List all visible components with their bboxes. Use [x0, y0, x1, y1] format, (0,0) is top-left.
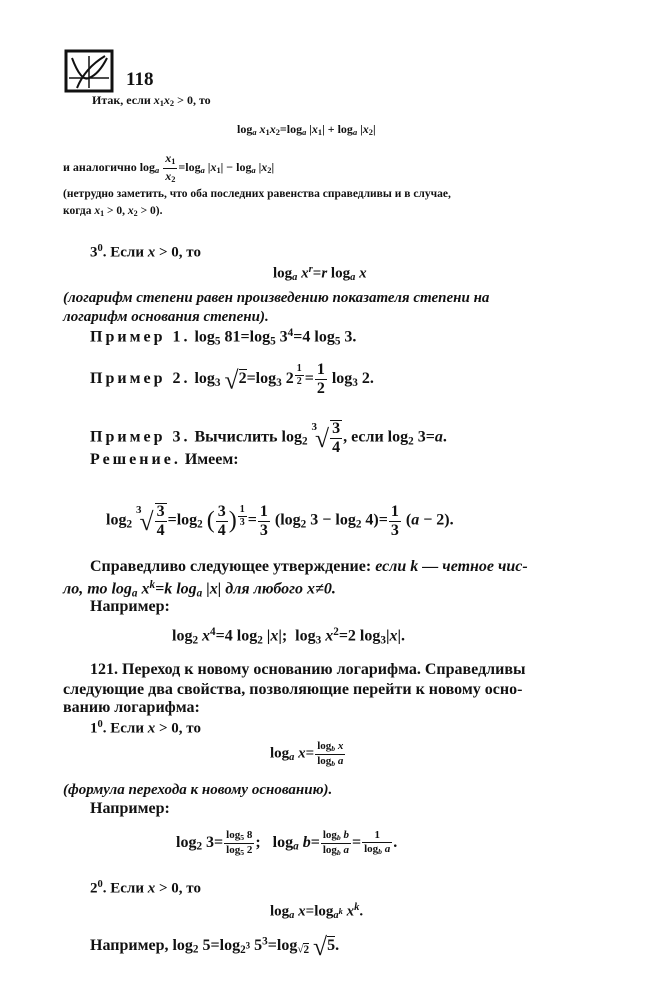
section-121-example-label: Например: — [90, 800, 170, 817]
section-121-line-1: 121. Переход к новому основанию логарифма. Справедливы — [90, 661, 526, 678]
prop3-comment-2: логарифм основания степени). — [63, 309, 269, 325]
page-number: 118 — [126, 69, 154, 90]
intro-line: Итак, если $x_1x_2 > 0$, то — [92, 93, 211, 109]
example-2-label: Пример 2. — [90, 370, 191, 388]
graph-logo-icon — [63, 48, 115, 94]
solution-text: Имеем: — [184, 451, 239, 468]
prop2-example: Например, $\log_2 5=\log_{2^3}$ $5^3=\log_{√2}$ √5. — [90, 932, 340, 961]
formula-log-quotient: и аналогично $\log_a$ $\frac{x_1}{x_2}$ $=\log_a$ $|x_1| - \log_a |x_2|$ — [63, 151, 275, 184]
prop2-formula: $\log_a x=\log_{a^k}$ $x^k$. — [270, 902, 364, 921]
example-3-label: Пример 3. — [90, 428, 191, 446]
prop2-heading: $2^0$. Если x > 0, то — [90, 879, 201, 897]
solution-formula: $\log_2 ^3√$ $\frac{3}{4}$ $=\log_2$ ( $\frac{3}{4}$ ) $^{\frac{1}{3}}$ = $\frac{1}{3}$ ($\log_2$ $3 - \log_2 4)=$ $\frac{1}{3}$ (a − 2). — [106, 502, 454, 539]
statement-line-2: ло, то $\log_a x^k=k$ $\log_a |x|$ для любого x≠0. — [63, 579, 336, 600]
example-1-label: Пример 1. — [90, 328, 191, 346]
formula-log-product: $\log_a x_1x_2=\log_a$ $|x_1| + \log_a |x_2|$ — [237, 122, 376, 138]
note-line-2: когда $x_1 > 0$, $x_2 > 0$). — [63, 205, 163, 218]
section-121-line-3: ванию логарифма: — [63, 699, 200, 716]
statement-italic-1: если k — четное чис- — [375, 558, 528, 575]
solution-label: Решение. — [90, 451, 181, 468]
prop1-comment: (формула перехода к новому основанию). — [63, 782, 333, 798]
statement-line-1 — [90, 559, 528, 575]
prop3-comment-1: (логарифм степени равен произведению показателя степени на — [63, 290, 490, 306]
prop3-formula: $\log_a x^r=r$ $\log_a x$ — [273, 264, 367, 283]
statement-example-label: Например: — [90, 598, 170, 615]
example-3: Пример 3. Вычислить $\log_2 ^3√$ $\frac{3}{4}$ , если $\log_2 3=a$. — [90, 420, 447, 456]
note-line-1: (нетрудно заметить, что оба последних равенства справедливы и в случае, — [63, 188, 451, 200]
statement-formula: $\log_2 x^4=4$ $\log_2 |x|$; $\log_3 x^2=2$ $\log_3|x|$. — [172, 626, 406, 647]
prop1-heading: $1^0$. Если x > 0, то — [90, 719, 201, 737]
statement-prefix: Справедливо следующее утверждение: — [90, 558, 376, 575]
section-121-line-2: следующие два свойства, позволяющие перейти к новому осно- — [63, 681, 523, 698]
solution-line — [90, 452, 239, 468]
section-121-example-formula: $\log_2 3=$ $\frac{\log_5 8}{\log_5 2}$ ; $\log_a b=$ $\frac{\log_b b}{\log_b a}$ = $\frac{1}{\log_b a}$ . — [176, 829, 398, 857]
prop3-heading: $3^0$. Если x > 0, то — [90, 243, 201, 261]
example-1: Пример 1. $\log_5 81=\log_5$ $3^4=4$ $\log_5 3$. — [90, 327, 357, 348]
prop1-formula: $\log_a x=$ $\frac{\log_b x}{\log_b a}$ — [270, 740, 344, 768]
example-2: Пример 2. $\log_3 √2=\log_3$ 2 $^{\frac{1}{2}}$ = $\frac{1}{2}$ $\log_3 2$. — [90, 361, 374, 397]
